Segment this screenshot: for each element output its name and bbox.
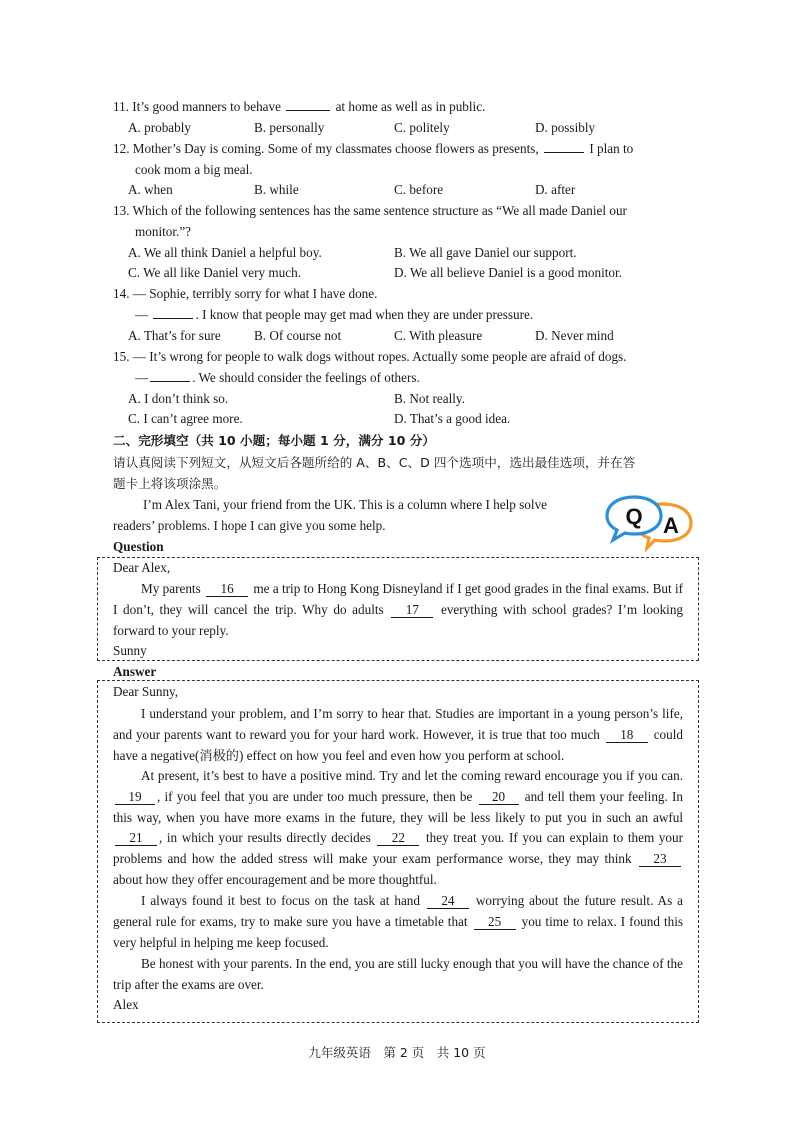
blank-18: 18 <box>606 728 648 743</box>
blank-17: 17 <box>391 603 433 618</box>
q13-stem-line2: monitor.”? <box>135 224 192 239</box>
blank-21: 21 <box>115 831 157 846</box>
section2-heading: 二、完形填空（共 10 小题；每小题 1 分，满分 10 分） <box>113 433 435 448</box>
q11-stem-after: at home as well as in public. <box>335 99 486 114</box>
intro-line1: I’m Alex Tani, your friend from the UK. This is a column where I help solve <box>143 497 548 512</box>
blank-25: 25 <box>474 915 516 930</box>
q14-option-c: C. With pleasure <box>394 328 483 343</box>
q14-option-b: B. Of course not <box>254 328 342 343</box>
q15-dash: — <box>135 370 149 385</box>
q12-option-d: D. after <box>535 182 576 197</box>
q15-blank <box>150 381 190 382</box>
q15-option-d: D. That’s a good idea. <box>394 411 511 426</box>
q13-option-a: A. We all think Daniel a helpful boy. <box>128 245 322 260</box>
q14-blank <box>153 318 193 319</box>
q11-blank <box>286 110 330 111</box>
q15-option-c: C. I can’t agree more. <box>128 411 243 426</box>
section2-instruction-line1: 请认真阅读下列短文，从短文后各题所给的 A、B、C、D 四个选项中，选出最佳选项，并在答 <box>113 455 636 470</box>
q13-option-c: C. We all like Daniel very much. <box>128 265 302 280</box>
q14-stem-after: . I know that people may get mad when they are under pressure. <box>195 307 534 322</box>
q11-option-b: B. personally <box>254 120 325 135</box>
question-signoff: Sunny <box>113 643 147 658</box>
answer-paragraph-4: Be honest with your parents. In the end, you are still lucky enough that you will have the chance of the trip after the exams are over. <box>113 956 684 992</box>
qa-speech-bubbles-logo <box>603 494 695 552</box>
page-footer: 九年级英语 第 2 页 共 10 页 <box>308 1045 486 1060</box>
intro-line2: readers’ problems. I hope I can give you some help. <box>113 518 386 533</box>
q13-option-b: B. We all gave Daniel our support. <box>394 245 577 260</box>
q15-option-a: A. I don’t think so. <box>128 391 229 406</box>
blank-24: 24 <box>427 894 469 909</box>
question-paragraph: My parents 16 me a trip to Hong Kong Disneyland if I get good grades in the final exams. But if I don’t, they will cancel the trip. Why do adults 17 everything with school grades? I’m looking forward to your reply. <box>113 581 684 638</box>
section2-instruction-line2: 题卡上将该项涂黑。 <box>113 476 227 491</box>
blank-19: 19 <box>115 790 155 805</box>
q11-option-d: D. possibly <box>535 120 596 135</box>
blank-20: 20 <box>479 790 519 805</box>
question-12-stem <box>113 140 633 158</box>
q14-stem-line2 <box>135 306 533 324</box>
q13-stem-line1: 13. Which of the following sentences has the same sentence structure as “We all made Daniel our <box>113 203 627 218</box>
q12-stem-after: I plan to <box>589 141 634 156</box>
q14-stem-line1: 14. — Sophie, terribly sorry for what I have done. <box>113 286 378 301</box>
question-label: Question <box>113 539 164 554</box>
q13-option-d: D. We all believe Daniel is a good monitor. <box>394 265 622 280</box>
q12-stem-before: 12. Mother’s Day is coming. Some of my classmates choose flowers as presents, <box>113 141 539 156</box>
q12-option-c: C. before <box>394 182 444 197</box>
answer-salutation: Dear Sunny, <box>113 684 179 699</box>
answer-paragraph-2: At present, it’s best to have a positive mind. Try and let the coming reward encourage you if you can. 19 , if you feel that you are under too much pressure, then be 20 and tell them your feeling. In this way, when you have more exams in the future, they will be less likely to put you in such an awful 21 , in which your results directly decides 22 they treat you. If you can explain to them your problems and how the added stress will make your exam performance worse, they may think 23 about how they offer encouragement and be more thoughtful. <box>113 768 683 887</box>
blank-22: 22 <box>377 831 419 846</box>
q12-blank <box>544 152 584 153</box>
q11-option-a: A. probably <box>128 120 191 135</box>
q12-option-b: B. while <box>254 182 299 197</box>
logo-q-letter: Q <box>625 504 643 529</box>
answer-paragraph-1: I understand your problem, and I’m sorry to hear that. Studies are important in a young person’s life, and your parents want to reward you for your hard work. However, it is true that too much 18 could have a negative(消极的) effect on how you feel and even how you perform at school. <box>113 706 684 763</box>
logo-a-letter: A <box>663 513 679 538</box>
q15-stem-line1: 15. — It’s wrong for people to walk dogs without ropes. Actually some people are afraid of dogs. <box>113 349 627 364</box>
answer-signoff: Alex <box>113 997 139 1012</box>
blank-23: 23 <box>639 852 681 867</box>
q15-option-b: B. Not really. <box>394 391 465 406</box>
question-11-stem <box>113 98 485 116</box>
q15-stem-line2 <box>135 369 420 387</box>
q14-option-a: A. That’s for sure <box>128 328 221 343</box>
answer-paragraph-3: I always found it best to focus on the task at hand 24 worrying about the future result. As a general rule for exams, try to make sure you have a timetable that 25 you time to relax. I found this very helpful in helping me keep focused. <box>113 893 684 950</box>
question-salutation: Dear Alex, <box>113 560 171 575</box>
q14-option-d: D. Never mind <box>535 328 614 343</box>
q12-stem-line2: cook mom a big meal. <box>135 162 253 177</box>
q14-dash: — <box>135 307 149 322</box>
q11-option-c: C. politely <box>394 120 450 135</box>
q12-option-a: A. when <box>128 182 173 197</box>
q15-stem-after: . We should consider the feelings of others. <box>192 370 420 385</box>
blank-16: 16 <box>206 582 248 597</box>
q11-stem-before: 11. It’s good manners to behave <box>113 99 281 114</box>
answer-label: Answer <box>113 664 157 679</box>
